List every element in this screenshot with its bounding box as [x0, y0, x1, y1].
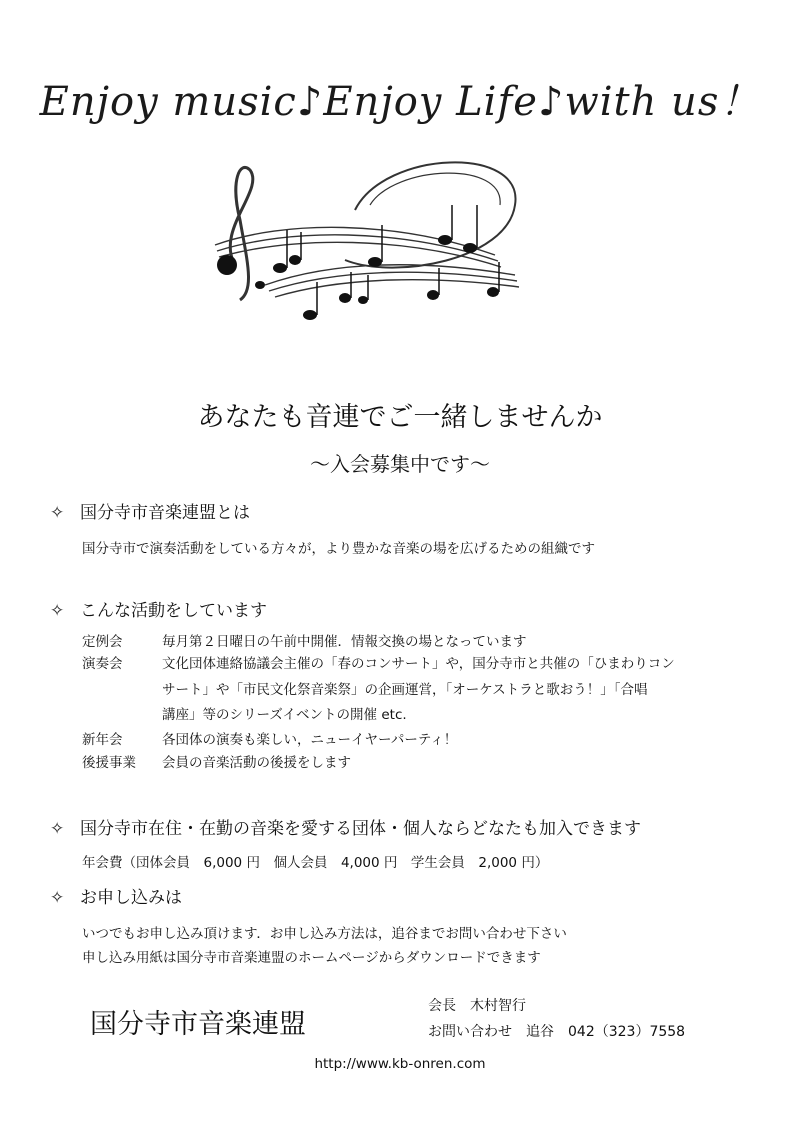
apply-text-line: 申し込み用紙は国分寺市音楽連盟のホームページからダウンロードできます: [82, 950, 541, 966]
sparkle-icon: ✧: [50, 503, 65, 523]
page-title: Enjoy music♪Enjoy Life♪with us！: [39, 79, 761, 125]
activity-label: 後援事業: [82, 755, 136, 771]
headline: あなたも音連でご一緒しませんか: [197, 402, 603, 433]
activity-text-line: 文化団体連絡協議会主催の「春のコンサート」や，国分寺市と共催の「ひまわりコン: [162, 656, 675, 672]
section-heading-apply: ✧ お申し込みは: [50, 888, 182, 908]
website-url[interactable]: http://www.kb-onren.com: [314, 1056, 486, 1072]
inquiry-line: お問い合わせ 追谷 042（323）7558: [428, 1024, 686, 1040]
activity-text: 会員の音楽活動の後援をします: [162, 755, 351, 771]
activity-label: 定例会: [82, 634, 123, 650]
activity-text: 各団体の演奏も楽しい，ニューイヤーパーティ！: [162, 732, 458, 748]
organization-name: 国分寺市音楽連盟: [90, 1009, 306, 1040]
subheadline: ～入会募集中です～: [310, 452, 490, 476]
apply-text-line: いつでもお申し込み頂けます．お申し込み方法は，追谷までお問い合わせ下さい: [82, 926, 567, 942]
about-text: 国分寺市で演奏活動をしている方々が，より豊かな音楽の場を広げるための組織です: [82, 541, 595, 557]
activity-text: 毎月第２日曜日の午前中開催．情報交換の場となっています: [162, 634, 527, 650]
sparkle-icon: ✧: [50, 888, 65, 908]
contact-info: [428, 993, 685, 1045]
activity-label: 新年会: [82, 732, 123, 748]
music-notes-illustration: [195, 150, 535, 350]
sparkle-icon: ✧: [50, 819, 65, 839]
membership-fees: 年会費（団体会員 6,000 円 個人会員 4,000 円 学生会員 2,000 円）: [82, 855, 549, 871]
sparkle-icon: ✧: [50, 601, 65, 621]
activity-text-line: 講座」等のシリーズイベントの開催 etc.: [162, 707, 407, 723]
president-line: 会長 木村智行: [428, 998, 526, 1014]
section-heading-about: ✧ 国分寺市音楽連盟とは: [50, 503, 250, 523]
activity-text-line: サート」や「市民文化祭音楽祭」の企画運営，「オーケストラと歌おう！」「合唱: [162, 682, 648, 698]
section-heading-membership: ✧ 国分寺市在住・在勤の音楽を愛する団体・個人ならどなたも加入できます: [50, 819, 641, 839]
activity-label: 演奏会: [82, 656, 123, 672]
section-heading-activities: ✧ こんな活動をしています: [50, 601, 267, 621]
